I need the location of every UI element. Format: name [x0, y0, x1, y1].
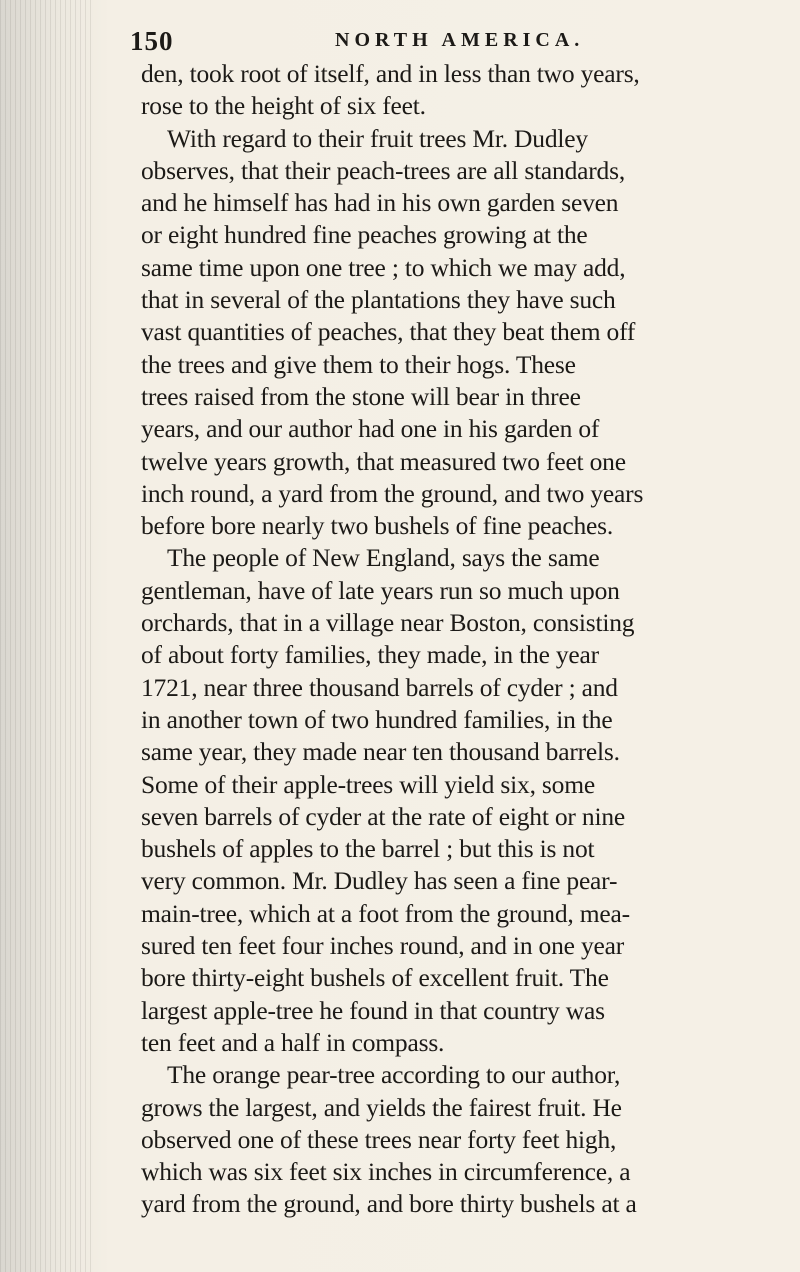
text-line: bore thirty-eight bushels of excellent fruit. The: [141, 963, 609, 993]
text-line: same time upon one tree ; to which we may add,: [141, 252, 626, 282]
paragraph-start-line: The orange pear-tree according to our author,: [167, 1060, 621, 1090]
text-line: 1721, near three thousand barrels of cyder ; and: [141, 672, 618, 702]
text-line: observes, that their peach-trees are all standards,: [141, 155, 625, 185]
text-line: the trees and give them to their hogs. These: [141, 349, 576, 379]
body-text: [141, 58, 773, 1221]
text-line: rose to the height of six feet.: [141, 91, 426, 121]
text-line: yard from the ground, and bore thirty bushels at a: [141, 1189, 637, 1219]
text-line: Some of their apple-trees will yield six, some: [141, 769, 595, 799]
text-line: years, and our author had one in his garden of: [141, 414, 600, 444]
text-line: largest apple-tree he found in that country was: [141, 995, 605, 1025]
text-line: grows the largest, and yields the fairest fruit. He: [141, 1092, 622, 1122]
text-line: twelve years growth, that measured two feet one: [141, 446, 626, 476]
text-line: seven barrels of cyder at the rate of eight or nine: [141, 801, 625, 831]
text-line: same year, they made near ten thousand barrels.: [141, 737, 620, 767]
text-line: or eight hundred fine peaches growing at the: [141, 220, 588, 250]
text-line: inch round, a yard from the ground, and two years: [141, 478, 644, 508]
text-line: den, took root of itself, and in less than two years,: [141, 59, 640, 88]
paragraph-start-line: The people of New England, says the same: [167, 543, 600, 573]
running-head: NORTH AMERICA.: [335, 29, 585, 51]
text-line: main-tree, which at a foot from the ground, mea-: [141, 898, 630, 928]
text-line: of about forty families, they made, in the year: [141, 640, 599, 670]
text-line: before bore nearly two bushels of fine peaches.: [141, 511, 614, 541]
text-line: orchards, that in a village near Boston, consisting: [141, 608, 635, 638]
text-line: very common. Mr. Dudley has seen a fine pear-: [141, 866, 618, 896]
text-line: and he himself has had in his own garden seven: [141, 188, 619, 218]
paragraph-start-line: With regard to their fruit trees Mr. Dudley: [167, 123, 588, 153]
text-line: observed one of these trees near forty feet high,: [141, 1124, 617, 1154]
text-line: in another town of two hundred families, in the: [141, 704, 613, 734]
page-number: 150: [130, 26, 174, 56]
text-line: vast quantities of peaches, that they beat them off: [141, 317, 636, 347]
text-line: sured ten feet four inches round, and in one year: [141, 931, 625, 961]
text-line: ten feet and a half in compass.: [141, 1027, 445, 1057]
page-gutter: [0, 0, 92, 1272]
text-line: which was six feet six inches in circumference, a: [141, 1157, 631, 1187]
text-line: trees raised from the stone will bear in three: [141, 381, 581, 411]
page-header: [130, 26, 770, 56]
text-line: gentleman, have of late years run so much upon: [141, 575, 620, 605]
text-line: that in several of the plantations they have such: [141, 285, 616, 315]
text-line: bushels of apples to the barrel ; but this is not: [141, 834, 595, 864]
